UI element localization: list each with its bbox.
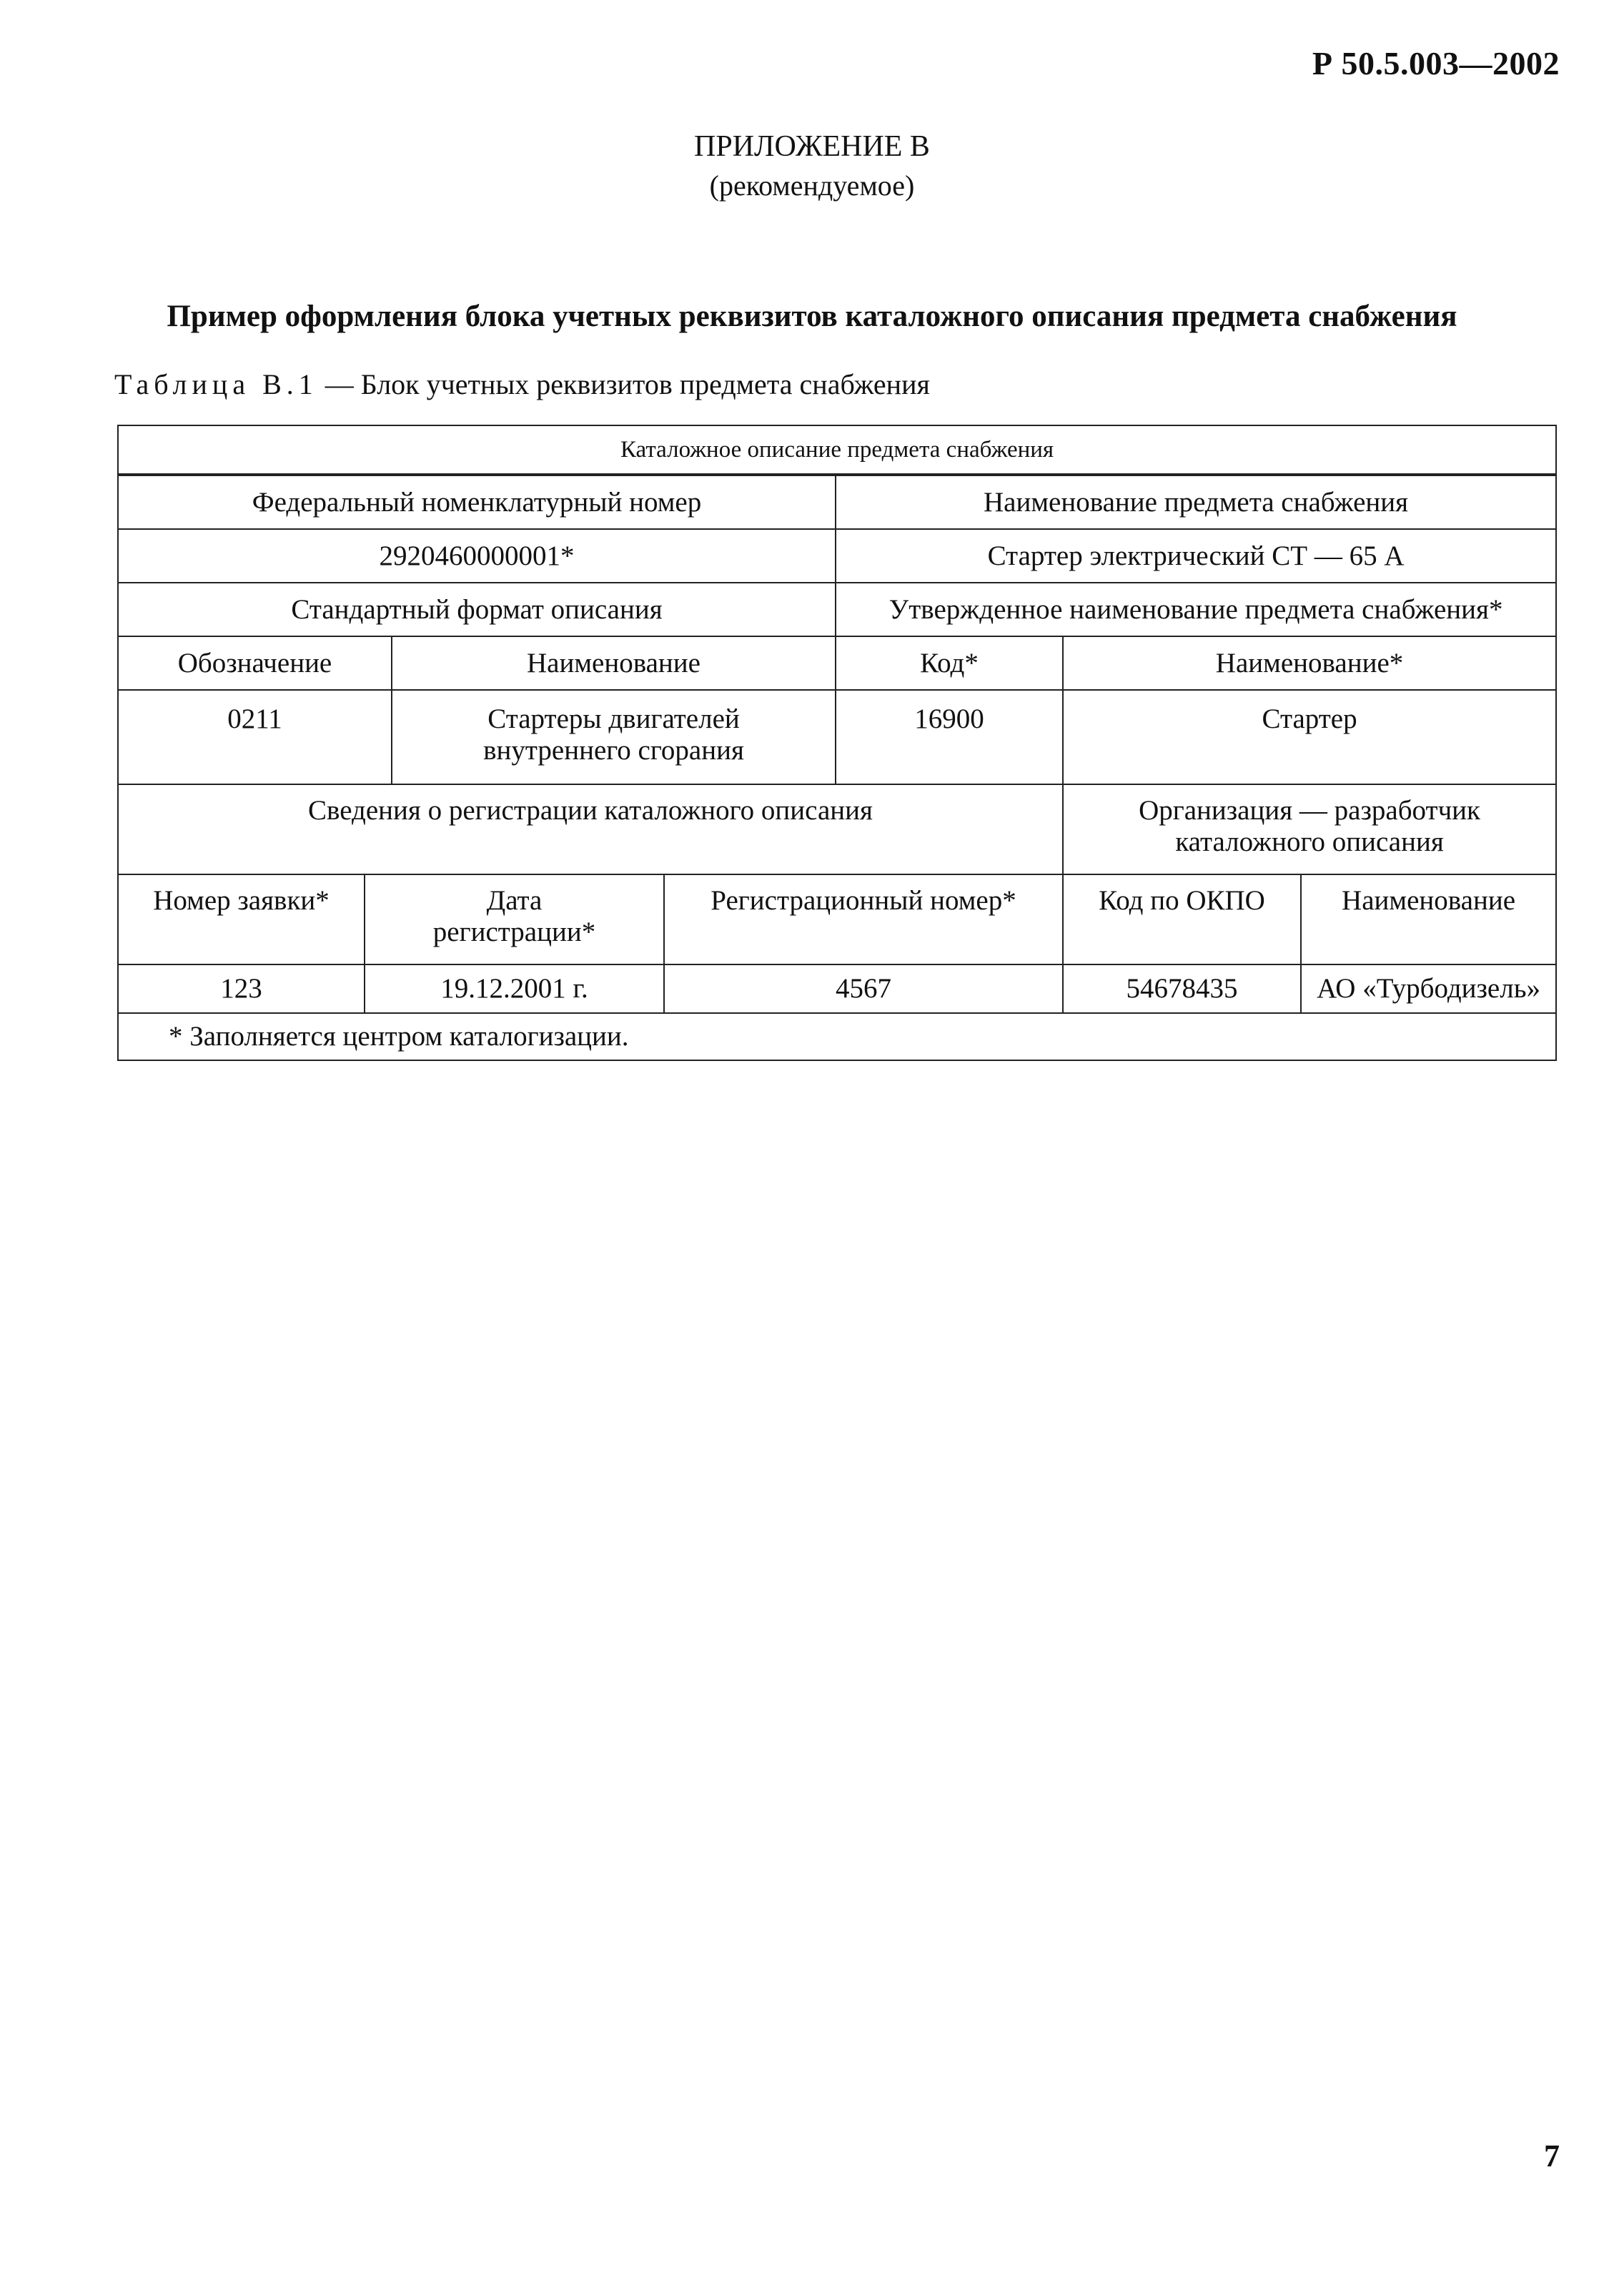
code-header: Код* (836, 636, 1063, 690)
appendix-title: ПРИЛОЖЕНИЕ В (694, 130, 930, 163)
table-row (118, 690, 1556, 784)
okpo-code-value: 54678435 (1063, 964, 1301, 1013)
request-number-header: Номер заявки* (118, 874, 365, 964)
catalog-description-table (117, 425, 1557, 1061)
federal-number-header: Федеральный номенклатурный номер (118, 475, 836, 529)
registration-number-header: Регистрационный номер* (664, 874, 1063, 964)
table-row (118, 964, 1556, 1013)
table-row (118, 529, 1556, 583)
request-number-value: 123 (118, 964, 365, 1013)
table-caption-label: Таблица В.1 (114, 368, 318, 400)
table-caption (114, 367, 930, 401)
registration-date-value: 19.12.2001 г. (365, 964, 664, 1013)
table-row (118, 874, 1556, 964)
appendix-heading (0, 132, 1624, 200)
federal-number-value: 2920460000001* (118, 529, 836, 583)
page-number: 7 (1544, 2138, 1560, 2173)
main-title: Пример оформления блока учетных реквизитов каталожного описания предмета снабжения (167, 300, 1457, 333)
table-row (118, 583, 1556, 636)
naming-star-value: Стартер (1063, 690, 1556, 784)
registration-header: Сведения о регистрации каталожного описания (118, 784, 1063, 874)
appendix-subtitle: (рекомендуемое) (709, 169, 915, 202)
naming-header: Наименование (392, 636, 836, 690)
table-row (118, 636, 1556, 690)
registration-number-value: 4567 (664, 964, 1063, 1013)
table-footnote: * Заполняется центром каталогизации. (118, 1013, 1556, 1060)
table-row (118, 784, 1556, 874)
okpo-code-header: Код по ОКПО (1063, 874, 1301, 964)
naming-value-line2: внутреннего сгорания (483, 734, 744, 766)
code-value: 16900 (836, 690, 1063, 784)
developer-header-line2: каталожного описания (1175, 826, 1444, 857)
table-row (118, 475, 1556, 529)
table-top-header: Каталожное описание предмета снабжения (118, 425, 1556, 475)
designation-value: 0211 (118, 690, 392, 784)
document-code: Р 50.5.003—2002 (1312, 45, 1560, 82)
table-row (118, 1013, 1556, 1060)
naming-value-line1: Стартеры двигателей (487, 704, 740, 734)
standard-format-header: Стандартный формат описания (118, 583, 836, 636)
table-caption-text: — Блок учетных реквизитов предмета снабжения (317, 368, 930, 400)
organization-name-value: АО «Турбодизель» (1301, 964, 1556, 1013)
registration-date-header (365, 874, 664, 964)
registration-date-header-line2: регистрации* (432, 916, 596, 947)
item-name-value: Стартер электрический СТ — 65 А (836, 529, 1556, 583)
approved-name-header: Утвержденное наименование предмета снабжения* (836, 583, 1556, 636)
naming-value (392, 690, 836, 784)
item-name-header: Наименование предмета снабжения (836, 475, 1556, 529)
developer-header (1063, 784, 1556, 874)
developer-header-line1: Организация — разработчик (1139, 795, 1481, 826)
table-row (118, 425, 1556, 475)
registration-date-header-line1: Дата (486, 885, 543, 916)
designation-header: Обозначение (118, 636, 392, 690)
naming-star-header: Наименование* (1063, 636, 1556, 690)
organization-name-header: Наименование (1301, 874, 1556, 964)
